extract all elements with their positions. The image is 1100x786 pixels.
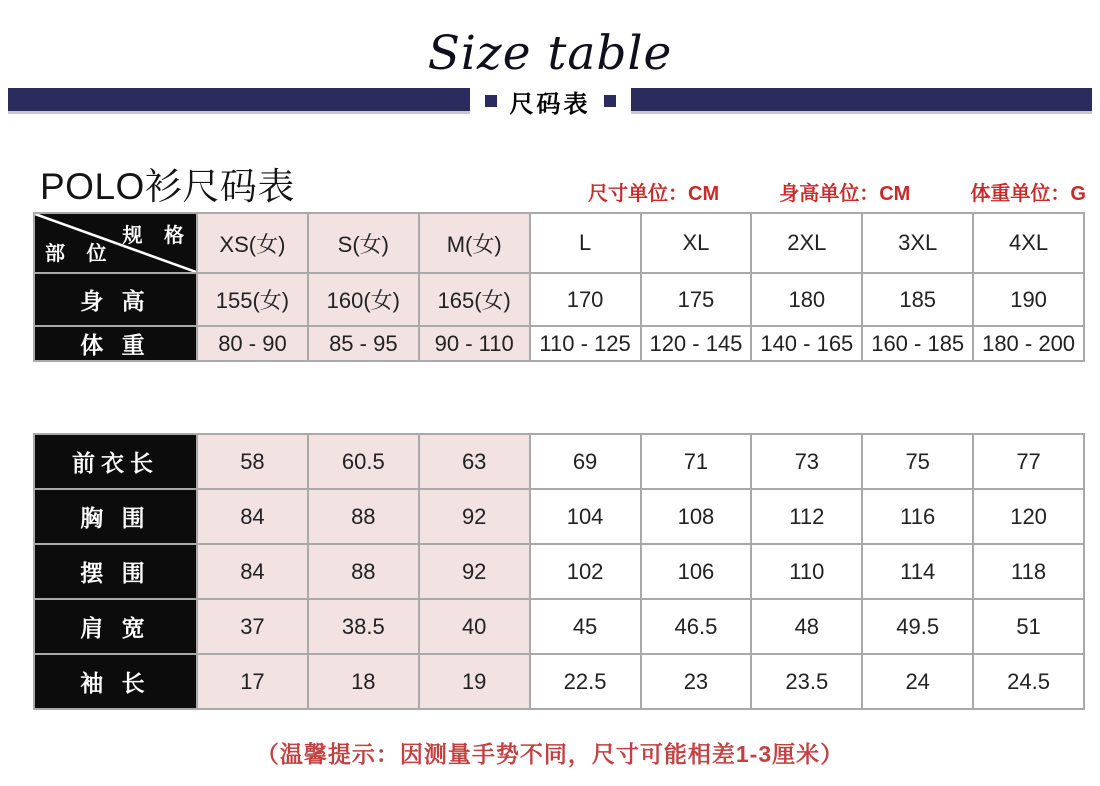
value-cell: 120 - 145 bbox=[641, 326, 752, 361]
value-cell: 63 bbox=[419, 434, 530, 489]
value-cell: 48 bbox=[751, 599, 862, 654]
size-table-row bbox=[34, 273, 1084, 326]
unit-weight: 体重单位：G bbox=[970, 183, 1086, 205]
measure-tip-note: （温馨提示：因测量手势不同，尺寸可能相差1-3厘米） bbox=[255, 741, 845, 767]
value-cell: 180 - 200 bbox=[973, 326, 1084, 361]
value-cell: 175 bbox=[641, 273, 752, 326]
size-column-header: L bbox=[530, 213, 641, 273]
row-label-cell: 身 高 bbox=[34, 273, 197, 326]
value-cell: 190 bbox=[973, 273, 1084, 326]
size-table-row bbox=[34, 326, 1084, 361]
value-cell: 23.5 bbox=[751, 654, 862, 709]
value-cell: 19 bbox=[419, 654, 530, 709]
size-column-header: 3XL bbox=[862, 213, 973, 273]
value-cell: 160(女) bbox=[308, 273, 419, 326]
value-cell: 102 bbox=[530, 544, 641, 599]
value-cell: 140 - 165 bbox=[751, 326, 862, 361]
corner-cell bbox=[34, 213, 197, 273]
size-column-header: 4XL bbox=[973, 213, 1084, 273]
value-cell: 108 bbox=[641, 489, 752, 544]
value-cell: 116 bbox=[862, 489, 973, 544]
banner-label: 尺码表 bbox=[509, 90, 591, 118]
page-title: Size table bbox=[427, 26, 673, 81]
banner-bar-left bbox=[8, 88, 470, 114]
value-cell: 37 bbox=[197, 599, 308, 654]
value-cell: 106 bbox=[641, 544, 752, 599]
value-cell: 24 bbox=[862, 654, 973, 709]
value-cell: 85 - 95 bbox=[308, 326, 419, 361]
size-column-header: M(女) bbox=[419, 213, 530, 273]
size-column-header: S(女) bbox=[308, 213, 419, 273]
row-label-cell: 胸 围 bbox=[34, 489, 197, 544]
value-cell: 22.5 bbox=[530, 654, 641, 709]
value-cell: 17 bbox=[197, 654, 308, 709]
value-cell: 46.5 bbox=[641, 599, 752, 654]
banner-label-wrap bbox=[470, 88, 631, 118]
value-cell: 45 bbox=[530, 599, 641, 654]
value-cell: 75 bbox=[862, 434, 973, 489]
unit-size: 尺寸单位：CM bbox=[588, 183, 720, 205]
square-bullet-icon bbox=[485, 95, 497, 107]
unit-height: 身高单位：CM bbox=[779, 183, 911, 205]
measure-table-row bbox=[34, 544, 1084, 599]
value-cell: 80 - 90 bbox=[197, 326, 308, 361]
banner-bar-right bbox=[631, 88, 1093, 114]
square-bullet-icon bbox=[604, 95, 616, 107]
value-cell: 40 bbox=[419, 599, 530, 654]
size-column-header: XS(女) bbox=[197, 213, 308, 273]
value-cell: 170 bbox=[530, 273, 641, 326]
size-column-header: XL bbox=[641, 213, 752, 273]
value-cell: 180 bbox=[751, 273, 862, 326]
size-table bbox=[33, 212, 1085, 362]
value-cell: 51 bbox=[973, 599, 1084, 654]
value-cell: 118 bbox=[973, 544, 1084, 599]
row-label-cell: 肩 宽 bbox=[34, 599, 197, 654]
value-cell: 84 bbox=[197, 544, 308, 599]
value-cell: 73 bbox=[751, 434, 862, 489]
corner-spec-label: 规 格 bbox=[122, 225, 192, 247]
row-label-cell: 袖 长 bbox=[34, 654, 197, 709]
measurement-table bbox=[33, 433, 1085, 710]
value-cell: 71 bbox=[641, 434, 752, 489]
size-column-header: 2XL bbox=[751, 213, 862, 273]
value-cell: 24.5 bbox=[973, 654, 1084, 709]
value-cell: 84 bbox=[197, 489, 308, 544]
value-cell: 110 - 125 bbox=[530, 326, 641, 361]
row-label-cell: 前衣长 bbox=[34, 434, 197, 489]
value-cell: 160 - 185 bbox=[862, 326, 973, 361]
value-cell: 38.5 bbox=[308, 599, 419, 654]
size-header-row bbox=[34, 213, 1084, 273]
measure-table-row bbox=[34, 654, 1084, 709]
value-cell: 18 bbox=[308, 654, 419, 709]
value-cell: 69 bbox=[530, 434, 641, 489]
table-heading: POLO衫尺码表 bbox=[40, 166, 295, 207]
units-row bbox=[588, 177, 1086, 206]
corner-part-label: 部 位 bbox=[45, 243, 115, 265]
banner bbox=[8, 88, 1092, 118]
value-cell: 112 bbox=[751, 489, 862, 544]
value-cell: 88 bbox=[308, 489, 419, 544]
row-label-cell: 摆 围 bbox=[34, 544, 197, 599]
row-label-cell: 体 重 bbox=[34, 326, 197, 361]
value-cell: 60.5 bbox=[308, 434, 419, 489]
value-cell: 120 bbox=[973, 489, 1084, 544]
value-cell: 110 bbox=[751, 544, 862, 599]
value-cell: 88 bbox=[308, 544, 419, 599]
measure-table-row bbox=[34, 489, 1084, 544]
value-cell: 90 - 110 bbox=[419, 326, 530, 361]
value-cell: 92 bbox=[419, 544, 530, 599]
value-cell: 104 bbox=[530, 489, 641, 544]
value-cell: 114 bbox=[862, 544, 973, 599]
value-cell: 92 bbox=[419, 489, 530, 544]
measure-table-row bbox=[34, 599, 1084, 654]
measure-table-row bbox=[34, 434, 1084, 489]
value-cell: 23 bbox=[641, 654, 752, 709]
value-cell: 49.5 bbox=[862, 599, 973, 654]
value-cell: 155(女) bbox=[197, 273, 308, 326]
value-cell: 165(女) bbox=[419, 273, 530, 326]
value-cell: 77 bbox=[973, 434, 1084, 489]
value-cell: 58 bbox=[197, 434, 308, 489]
value-cell: 185 bbox=[862, 273, 973, 326]
